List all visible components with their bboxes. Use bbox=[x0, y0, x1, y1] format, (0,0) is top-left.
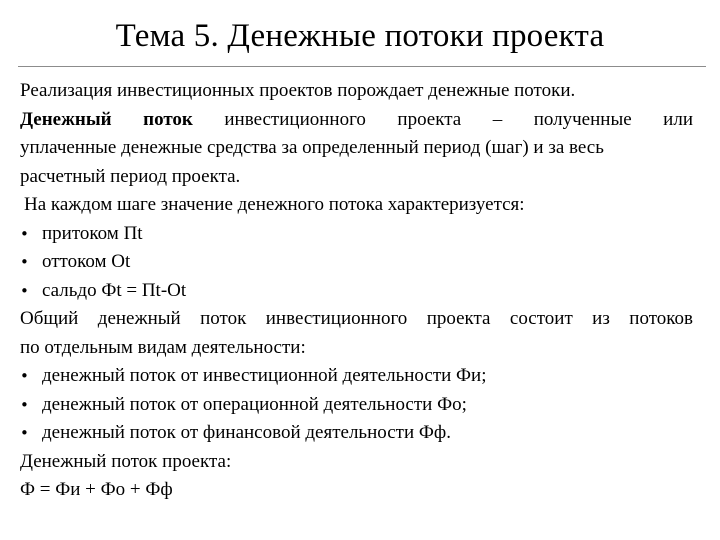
list-item-text: денежный поток от операционной деятельности Фо; bbox=[42, 393, 467, 415]
slide-title: Тема 5. Денежные потоки проекта bbox=[115, 18, 605, 54]
total-flow-line-2: по отдельным видам деятельности: bbox=[20, 336, 306, 358]
list-item bbox=[20, 220, 693, 249]
list-item-text: притоком Пt bbox=[42, 222, 143, 244]
list-item bbox=[20, 277, 693, 306]
bullet-list-activity bbox=[20, 362, 693, 448]
bullet-icon: • bbox=[20, 367, 29, 385]
definition-line-2: уплаченные денежные средства за определенный период (шаг) и за весь bbox=[20, 137, 604, 158]
list-item-text: денежный поток от инвестиционной деятельности Фи; bbox=[42, 365, 487, 386]
bullet-icon: • bbox=[20, 424, 29, 442]
formula: Ф = Фи + Фо + Фф bbox=[20, 479, 173, 500]
slide-body bbox=[20, 77, 693, 505]
list-item-text: оттоком Оt bbox=[42, 251, 131, 272]
definition-line-1-rest: инвестиционного проекта – полученные или bbox=[192, 108, 693, 130]
bullet-icon: • bbox=[20, 253, 29, 271]
bullet-icon: • bbox=[20, 224, 29, 243]
list-item-text: сальдо Фt = Пt-Оt bbox=[42, 279, 187, 301]
bullet-icon: • bbox=[20, 395, 29, 414]
paragraph-total-flow bbox=[20, 305, 693, 362]
paragraph-project-flow: Денежный поток проекта: bbox=[20, 450, 232, 472]
bullet-list-step bbox=[20, 220, 693, 306]
paragraph-definition bbox=[20, 106, 693, 192]
title-divider bbox=[18, 66, 706, 67]
list-item bbox=[20, 362, 693, 391]
list-item bbox=[20, 248, 693, 277]
paragraph-intro: Реализация инвестиционных проектов порождает денежные потоки. bbox=[20, 80, 576, 101]
definition-line-3: расчетный период проекта. bbox=[20, 165, 241, 187]
definition-term: Денежный поток bbox=[20, 108, 193, 130]
list-item-text: денежный поток от финансовой деятельности Фф. bbox=[42, 422, 451, 443]
paragraph-step-intro: На каждом шаге значение денежного потока характеризуется: bbox=[24, 194, 525, 215]
list-item bbox=[20, 419, 693, 448]
list-item bbox=[20, 391, 693, 420]
definition-line-1 bbox=[20, 106, 693, 135]
total-flow-line-1: Общий денежный поток инвестиционного проекта состоит из потоков bbox=[20, 308, 693, 329]
bullet-icon: • bbox=[20, 281, 29, 300]
